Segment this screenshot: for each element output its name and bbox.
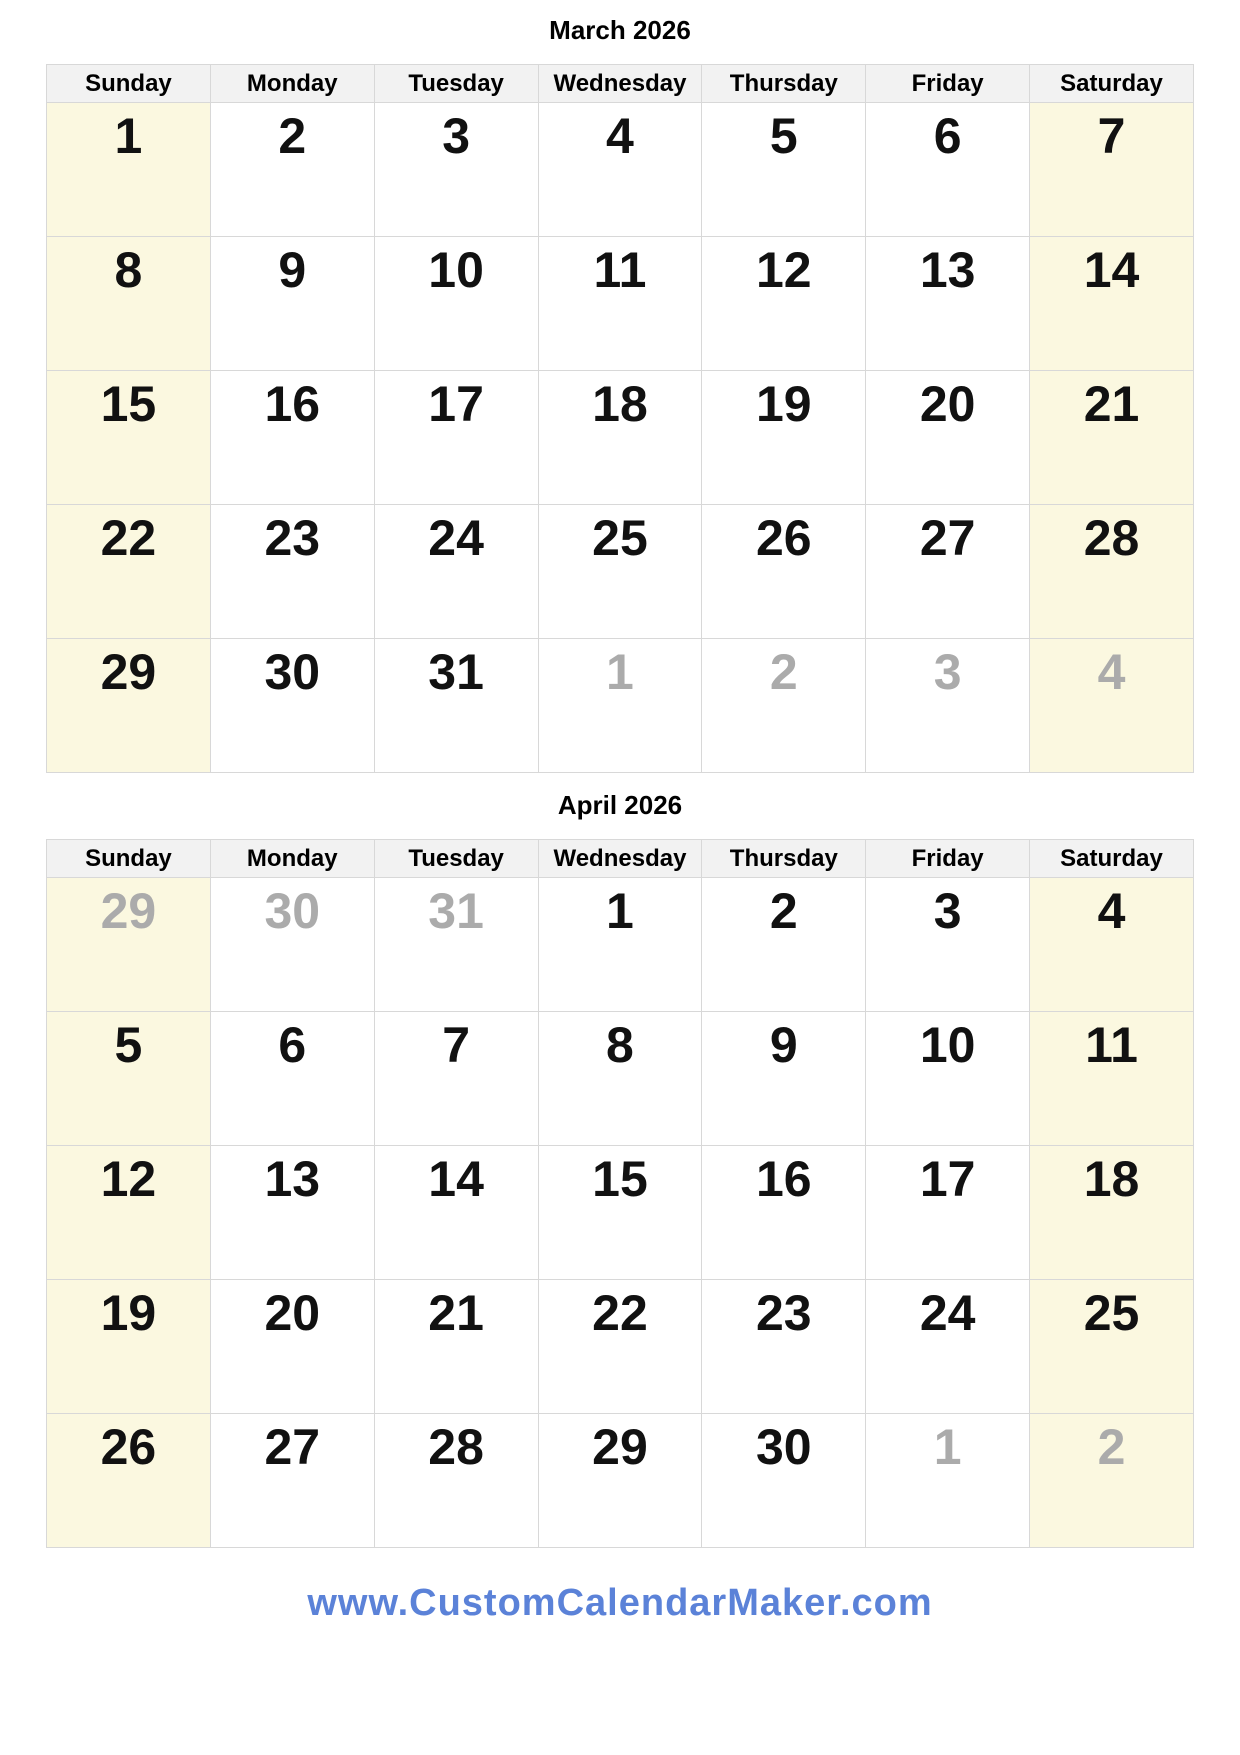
weekday-header: Tuesday [374, 840, 538, 878]
weekday-header: Wednesday [538, 65, 702, 103]
day-cell: 16 [702, 1146, 866, 1280]
day-cell: 5 [47, 1012, 211, 1146]
day-cell: 26 [47, 1414, 211, 1548]
day-cell: 18 [538, 371, 702, 505]
week-row [47, 103, 1194, 237]
weekday-header: Tuesday [374, 65, 538, 103]
day-cell: 28 [1030, 505, 1194, 639]
weekday-header: Friday [866, 840, 1030, 878]
month-title: March 2026 [549, 15, 691, 45]
week-row [47, 639, 1194, 773]
day-cell: 25 [538, 505, 702, 639]
day-cell: 11 [538, 237, 702, 371]
day-cell: 18 [1030, 1146, 1194, 1280]
day-cell: 21 [374, 1280, 538, 1414]
week-row [47, 1414, 1194, 1548]
day-cell: 2 [702, 878, 866, 1012]
day-cell: 3 [866, 639, 1030, 773]
weekday-header: Saturday [1030, 65, 1194, 103]
day-cell: 22 [47, 505, 211, 639]
day-cell: 14 [374, 1146, 538, 1280]
week-row [47, 1146, 1194, 1280]
day-cell: 1 [47, 103, 211, 237]
day-cell: 26 [702, 505, 866, 639]
day-cell: 31 [374, 639, 538, 773]
weekday-header: Sunday [47, 840, 211, 878]
week-row [47, 1012, 1194, 1146]
day-cell: 17 [374, 371, 538, 505]
day-cell: 30 [210, 639, 374, 773]
weekday-header: Sunday [47, 65, 211, 103]
day-cell: 9 [702, 1012, 866, 1146]
day-cell: 27 [210, 1414, 374, 1548]
day-cell: 1 [538, 878, 702, 1012]
weekday-header: Wednesday [538, 840, 702, 878]
week-row [47, 371, 1194, 505]
day-cell: 5 [702, 103, 866, 237]
day-cell: 11 [1030, 1012, 1194, 1146]
day-cell: 13 [866, 237, 1030, 371]
day-cell: 4 [1030, 639, 1194, 773]
day-cell: 23 [210, 505, 374, 639]
day-cell: 19 [47, 1280, 211, 1414]
day-cell: 2 [210, 103, 374, 237]
day-cell: 4 [538, 103, 702, 237]
day-cell: 12 [47, 1146, 211, 1280]
month-title: April 2026 [557, 790, 683, 820]
day-cell: 14 [1030, 237, 1194, 371]
weekday-header: Monday [210, 65, 374, 103]
week-row [47, 1280, 1194, 1414]
day-cell: 30 [210, 878, 374, 1012]
day-cell: 15 [47, 371, 211, 505]
day-cell: 10 [866, 1012, 1030, 1146]
day-cell: 25 [1030, 1280, 1194, 1414]
weekday-header: Monday [210, 840, 374, 878]
day-cell: 12 [702, 237, 866, 371]
day-cell: 23 [702, 1280, 866, 1414]
day-cell: 20 [866, 371, 1030, 505]
week-row [47, 237, 1194, 371]
day-cell: 15 [538, 1146, 702, 1280]
day-cell: 8 [538, 1012, 702, 1146]
month-april [46, 789, 1194, 1548]
day-cell: 21 [1030, 371, 1194, 505]
day-cell: 3 [866, 878, 1030, 1012]
weekday-header-row [47, 840, 1194, 878]
day-cell: 4 [1030, 878, 1194, 1012]
day-cell: 2 [1030, 1414, 1194, 1548]
website-link[interactable]: www.CustomCalendarMaker.com [307, 1582, 933, 1624]
month-grid [46, 839, 1194, 1548]
day-cell: 29 [47, 878, 211, 1012]
day-cell: 10 [374, 237, 538, 371]
day-cell: 29 [538, 1414, 702, 1548]
weekday-header: Friday [866, 65, 1030, 103]
weekday-header: Saturday [1030, 840, 1194, 878]
calendar-page [46, 14, 1194, 1625]
day-cell: 27 [866, 505, 1030, 639]
day-cell: 8 [47, 237, 211, 371]
day-cell: 7 [374, 1012, 538, 1146]
day-cell: 30 [702, 1414, 866, 1548]
day-cell: 24 [866, 1280, 1030, 1414]
weekday-header: Thursday [702, 65, 866, 103]
day-cell: 1 [866, 1414, 1030, 1548]
day-cell: 1 [538, 639, 702, 773]
day-cell: 3 [374, 103, 538, 237]
day-cell: 9 [210, 237, 374, 371]
day-cell: 2 [702, 639, 866, 773]
weekday-header: Thursday [702, 840, 866, 878]
week-row [47, 878, 1194, 1012]
day-cell: 24 [374, 505, 538, 639]
day-cell: 6 [210, 1012, 374, 1146]
day-cell: 22 [538, 1280, 702, 1414]
day-cell: 13 [210, 1146, 374, 1280]
week-row [47, 505, 1194, 639]
day-cell: 6 [866, 103, 1030, 237]
weekday-header-row [47, 65, 1194, 103]
day-cell: 20 [210, 1280, 374, 1414]
month-march [46, 14, 1194, 773]
day-cell: 16 [210, 371, 374, 505]
day-cell: 31 [374, 878, 538, 1012]
day-cell: 28 [374, 1414, 538, 1548]
day-cell: 19 [702, 371, 866, 505]
day-cell: 17 [866, 1146, 1030, 1280]
day-cell: 29 [47, 639, 211, 773]
site-footer [46, 1582, 1194, 1625]
month-grid [46, 64, 1194, 773]
day-cell: 7 [1030, 103, 1194, 237]
